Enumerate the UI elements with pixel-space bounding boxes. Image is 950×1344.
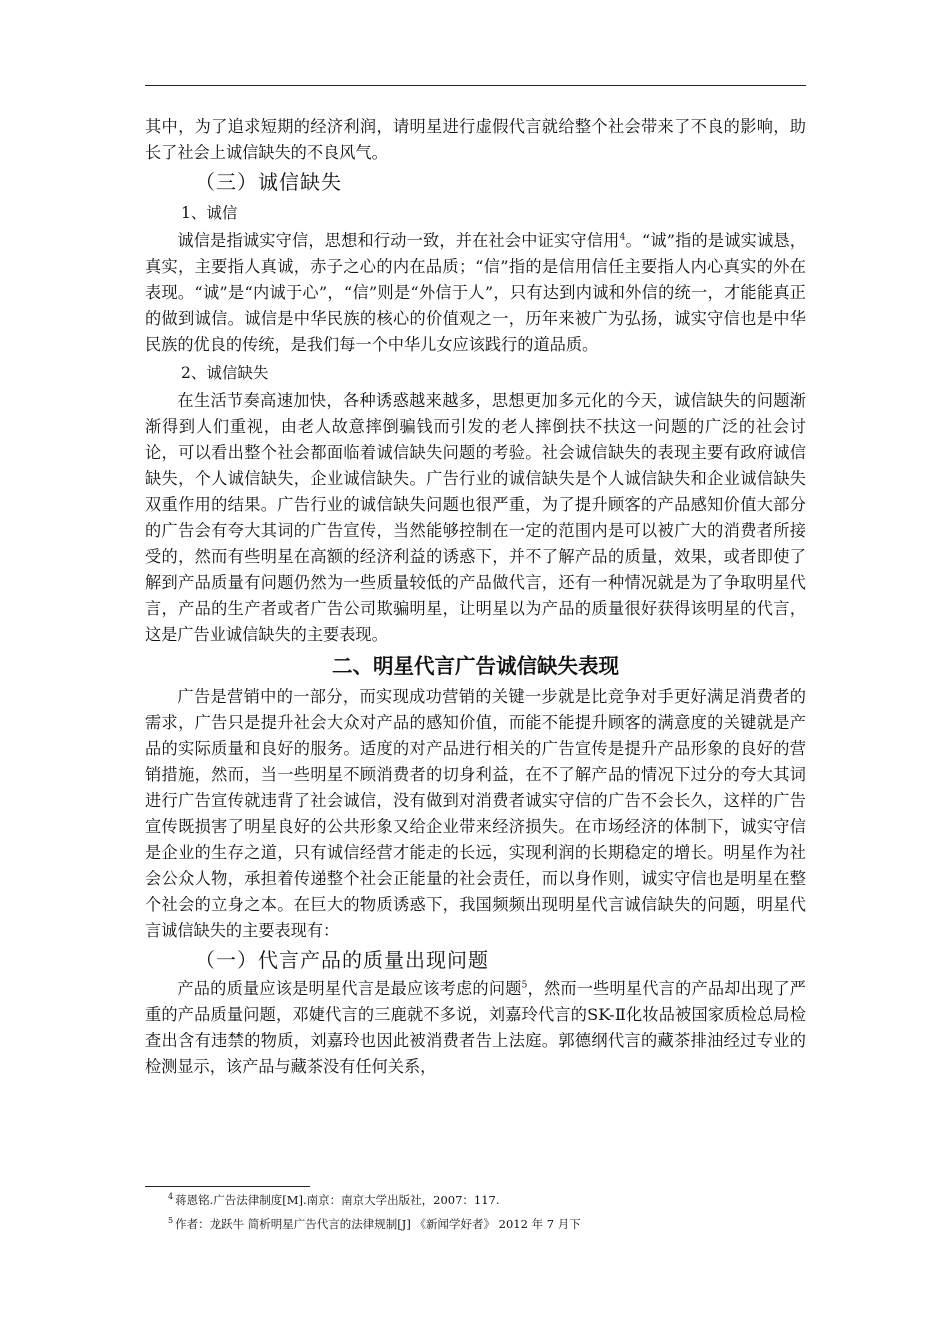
paragraph-text: 产品的质量应该是明星代言是最应该考虑的问题 xyxy=(177,979,522,998)
body-text xyxy=(145,114,806,1080)
paragraph-integrity-definition xyxy=(145,228,806,358)
subheading-integrity-lack: 2、诚信缺失 xyxy=(181,364,269,382)
footnote-text: 蒋恩铭.广告法律制度[M].南京：南京大学出版社，2007：117. xyxy=(175,1193,500,1207)
paragraph-text: 诚信是指诚实守信，思想和行动一致，并在社会中证实守信用 xyxy=(177,231,620,250)
paragraph-continuation: 其中，为了追求短期的经济利润，请明星进行虚假代言就给整个社会带来了不良的影响，助长了社会上诚信缺失的不良风气。 xyxy=(145,117,806,162)
paragraph-advertising: 广告是营销中的一部分，而实现成功营销的关键一步就是比竞争对手更好满足消费者的需求，广告只是提升社会大众对产品的感知价值，而能不能提升顾客的满意度的关键就是产品的实际质量和良好的服务。适度的对产品进行相关的广告宣传是提升产品形象的良好的营销措施，然而，当一些明星不顾消费者的切身利益，在不了解产品的情况下过分的夸大其词进行广告宣传就违背了社会诚信，没有做到对消费者诚实守信的广告不会长久，这样的广告宣传既损害了明星良好的公共形象又给企业带来经济损失。在市场经济的体制下，诚实守信是企业的生存之道，只有诚信经营才能走的长远，实现利润的长期稳定的增长。明星作为社会公众人物，承担着传递整个社会正能量的社会责任，而以身作则，诚实守信也是明星在整个社会的立身之本。在巨大的物质诱惑下，我国频频出现明星代言诚信缺失的问题，明星代言诚信缺失的主要表现有： xyxy=(145,687,806,940)
footnote-text: 作者：龙跃牛 简析明星广告代言的法律规制[J] 《新闻学好者》 2012 年 7 月下 xyxy=(175,1217,581,1231)
paragraph-integrity-lack: 在生活节奏高速加快，各种诱惑越来越多，思想更加多元化的今天，诚信缺失的问题渐渐得到人们重视，由老人故意摔倒骗钱而引发的老人摔倒扶不扶这一问题的广泛的社会讨论，可以看出整个社会都面临着诚信缺失问题的考验。社会诚信缺失的表现主要有政府诚信缺失，个人诚信缺失，企业诚信缺失。广告行业的诚信缺失是个人诚信缺失和企业诚信缺失双重作用的结果。广告行业的诚信缺失问题也很严重，为了提升顾客的产品感知价值大部分的广告会有夸大其词的广告宣传，当然能够控制在一定的范围内是可以被广大的消费者所接受的，然而有些明星在高额的经济利益的诱惑下，并不了解产品的质量，效果，或者即使了解到产品质量有问题仍然为一些质量较低的产品做代言，还有一种情况就是为了争取明星代言，产品的生产者或者广告公司欺骗明星，让明星以为产品的质量很好获得该明星的代言，这是广告业诚信缺失的主要表现。 xyxy=(145,391,806,644)
section-heading-integrity-lack: （三）诚信缺失 xyxy=(195,170,342,194)
subheading-integrity: 1、诚信 xyxy=(181,204,238,222)
paragraph-text: 。“诚”指的是诚实诚恳，真实，主要指人真诚，赤子之心的内在品质；“信”指的是信用信任主要指人内心真实的外在表现。“诚”是“内诚于心”，“信”则是“外信于人”，只有达到内诚和外信的统一，才能能真正的做到诚信。诚信是中华民族的核心的价值观之一，历年来被广为弘扬，诚实守信也是中华民族的优良的传统，是我们每一个中华儿女应该践行的道品质。 xyxy=(145,231,806,354)
footnote-5 xyxy=(168,1212,808,1236)
footnotes xyxy=(168,1188,808,1236)
footnote-mark: 4 xyxy=(168,1192,174,1202)
paragraph-text: ，然而一些明星代言的产品却出现了严重的产品质量问题，邓婕代言的三鹿就不多说，刘嘉玲代言的SK-Ⅱ化妆品被国家质检总局检查出含有违禁的物质，刘嘉玲也因此被消费者告上法庭。郭德纲代言的藏茶排油经过专业的检测显示，该产品与藏茶没有任何关系， xyxy=(145,979,806,1076)
chapter-heading: 二、明星代言广告诚信缺失表现 xyxy=(332,654,619,678)
section-heading-product-quality: （一）代言产品的质量出现问题 xyxy=(195,948,489,972)
paragraph-product-quality xyxy=(145,976,806,1080)
header-rule xyxy=(145,85,806,86)
footnote-mark: 5 xyxy=(168,1216,174,1226)
footnote-ref-4: 4 xyxy=(619,232,626,243)
footnote-separator xyxy=(145,1186,310,1187)
footnote-ref-5: 5 xyxy=(521,980,528,991)
footnote-4 xyxy=(168,1188,808,1212)
